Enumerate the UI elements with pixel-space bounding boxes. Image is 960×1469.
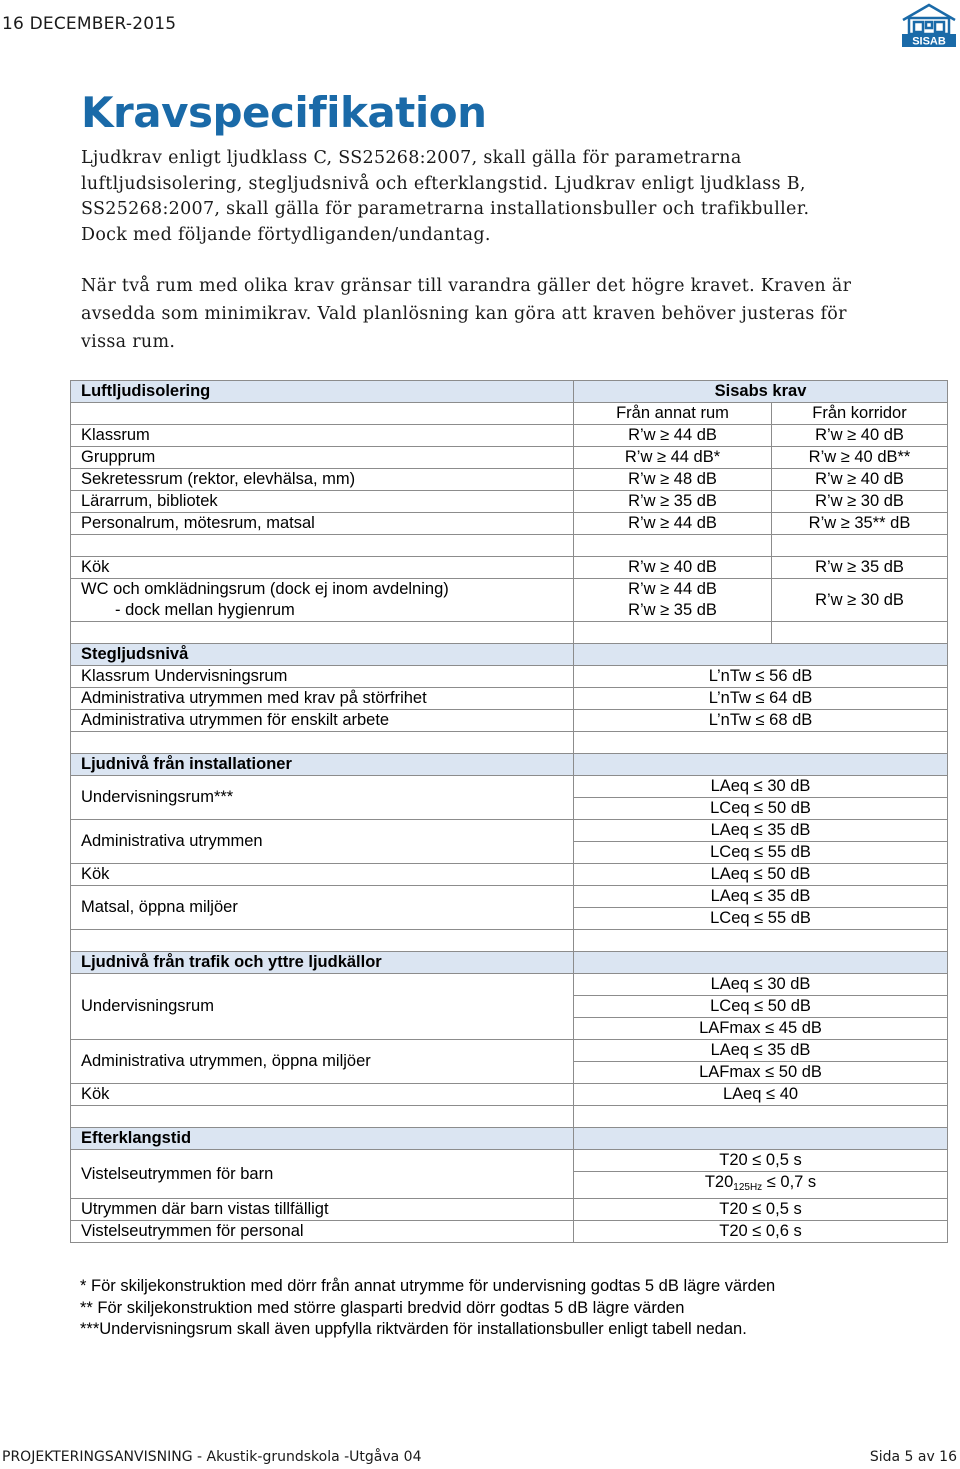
- spacer-row: [71, 1106, 948, 1128]
- value-cell: R’w ≥ 40 dB: [772, 425, 948, 447]
- section-heading-luftljud: Luftljudisolering: [71, 381, 574, 403]
- value-cell: R’w ≥ 30 dB: [772, 579, 948, 622]
- value-cell: R’w ≥ 30 dB: [772, 491, 948, 513]
- value-cell: T20 ≤ 0,5 s: [574, 1150, 948, 1172]
- table-row: [71, 1199, 948, 1221]
- row-label-sub: - dock mellan hygienrum: [71, 600, 574, 622]
- table-row: [71, 469, 948, 491]
- value-cell: $T20_{125Hz} \le 0,7$ s: [574, 1172, 948, 1199]
- row-label: Vistelseutrymmen för barn: [71, 1150, 574, 1199]
- row-label: Undervisningsrum***: [71, 776, 574, 820]
- value-cell: R’w ≥ 40 dB**: [772, 447, 948, 469]
- sisabs-krav-heading: Sisabs krav: [574, 381, 948, 403]
- footnote: * För skiljekonstruktion med dörr från annat utrymme för undervisning godtas 5 dB lägre värden: [80, 1277, 776, 1295]
- intro-line: Ljudkrav enligt ljudklass C, SS25268:2007, skall gälla för parametrarna: [81, 148, 742, 168]
- intro-line: vissa rum.: [81, 332, 176, 352]
- table-row: [71, 688, 948, 710]
- empty-cell: [71, 403, 574, 425]
- section-heading-stegljud: Stegljudsnivå: [71, 644, 574, 666]
- column-header-annat-rum: Från annat rum: [574, 403, 772, 425]
- intro-line: avsedda som minimikrav. Vald planlösning kan göra att kraven behöver justeras för: [81, 304, 847, 324]
- row-label: Klassrum Undervisningsrum: [71, 666, 574, 688]
- table-row: [71, 579, 948, 601]
- row-label: Undervisningsrum: [71, 974, 574, 1040]
- table-row: [71, 974, 948, 996]
- section-heading-trafik: Ljudnivå från trafik och yttre ljudkällor: [71, 952, 574, 974]
- value-cell: LCeq ≤ 50 dB: [574, 996, 948, 1018]
- table-row: [71, 864, 948, 886]
- table-row: [71, 754, 948, 776]
- table-row: [71, 491, 948, 513]
- footnotes: [80, 1276, 775, 1341]
- value-cell: LAeq ≤ 50 dB: [574, 864, 948, 886]
- value-cell: LAeq ≤ 30 dB: [574, 776, 948, 798]
- row-label: Kök: [71, 1084, 574, 1106]
- value-cell: LAeq ≤ 35 dB: [574, 1040, 948, 1062]
- table-row: [71, 1128, 948, 1150]
- value-cell: LCeq ≤ 50 dB: [574, 798, 948, 820]
- footnote: ** För skiljekonstruktion med större glasparti bredvid dörr godtas 5 dB lägre värden: [80, 1298, 685, 1317]
- row-label: Utrymmen där barn vistas tillfälligt: [71, 1199, 574, 1221]
- spacer-row: [71, 535, 948, 557]
- value-cell: LAFmax ≤ 45 dB: [574, 1018, 948, 1040]
- table-row: [71, 557, 948, 579]
- table-row: [71, 381, 948, 403]
- table-row: [71, 644, 948, 666]
- spacer-row: [71, 930, 948, 952]
- intro-line: luftljudsisolering, stegljudsnivå och efterklangstid. Ljudkrav enligt ljudklass B,: [81, 173, 806, 194]
- value-cell: T20 ≤ 0,5 s: [574, 1199, 948, 1221]
- page-title: Kravspecifikation: [81, 88, 487, 137]
- table-row: [71, 952, 948, 974]
- table-row: [71, 666, 948, 688]
- sisab-logo: [900, 2, 958, 48]
- row-label: Matsal, öppna miljöer: [71, 886, 574, 930]
- table-row: [71, 425, 948, 447]
- table-row: [71, 403, 948, 425]
- value-cell: T20 ≤ 0,6 s: [574, 1221, 948, 1243]
- intro-paragraph-2: [81, 272, 911, 356]
- table-row: [71, 1150, 948, 1172]
- table-row: [71, 1084, 948, 1106]
- row-label: Administrativa utrymmen för enskilt arbete: [71, 710, 574, 732]
- row-label: Vistelseutrymmen för personal: [71, 1221, 574, 1243]
- value-cell: R’w ≥ 44 dB: [574, 425, 772, 447]
- table-row: [71, 820, 948, 842]
- value-cell: L’nTw ≤ 68 dB: [574, 710, 948, 732]
- value-cell: R’w ≥ 48 dB: [574, 469, 772, 491]
- table-row: [71, 886, 948, 908]
- spacer-row: [71, 732, 948, 754]
- table-row: [71, 1040, 948, 1062]
- value-cell: R’w ≥ 44 dB*: [574, 447, 772, 469]
- row-label: Personalrum, mötesrum, matsal: [71, 513, 574, 535]
- section-heading-efterklangstid: Efterklangstid: [71, 1128, 574, 1150]
- table-row: [71, 1221, 948, 1243]
- row-label: Administrativa utrymmen: [71, 820, 574, 864]
- requirements-table: [70, 380, 948, 1243]
- footnote: ***Undervisningsrum skall även uppfylla riktvärden för installationsbuller enligt tabell nedan.: [80, 1320, 747, 1338]
- value-cell: LAeq ≤ 35 dB: [574, 886, 948, 908]
- intro-line: När två rum med olika krav gränsar till varandra gäller det högre kravet. Kraven är: [81, 276, 852, 296]
- footer-page-number: Sida 5 av 16: [869, 1449, 957, 1465]
- value-cell: R’w ≥ 44 dB: [574, 513, 772, 535]
- table-row: [71, 513, 948, 535]
- header-date: 16 DECEMBER-2015: [2, 14, 177, 34]
- table-row: [71, 776, 948, 798]
- row-label: Lärarrum, bibliotek: [71, 491, 574, 513]
- value-cell: R’w ≥ 40 dB: [574, 557, 772, 579]
- row-label: Klassrum: [71, 425, 574, 447]
- value-cell: R’w ≥ 40 dB: [772, 469, 948, 491]
- row-label: Kök: [71, 864, 574, 886]
- intro-line: SS25268:2007, skall gälla för parametrarna installationsbuller och trafikbuller.: [81, 199, 810, 219]
- value-cell: R’w ≥ 35 dB: [574, 491, 772, 513]
- value-cell: LAeq ≤ 30 dB: [574, 974, 948, 996]
- value-cell: LCeq ≤ 55 dB: [574, 842, 948, 864]
- value-cell: R’w ≥ 35 dB: [772, 557, 948, 579]
- footer-document-title: PROJEKTERINGSANVISNING - Akustik-grundskola -Utgåva 04: [2, 1449, 422, 1465]
- value-cell: LAeq ≤ 40: [574, 1084, 948, 1106]
- row-label: WC och omklädningsrum (dock ej inom avdelning): [71, 579, 574, 601]
- table-row: [71, 710, 948, 732]
- row-label: Kök: [71, 557, 574, 579]
- row-label: Administrativa utrymmen, öppna miljöer: [71, 1040, 574, 1084]
- row-label: Administrativa utrymmen med krav på störfrihet: [71, 688, 574, 710]
- value-cell: LAeq ≤ 35 dB: [574, 820, 948, 842]
- value-cell: R’w ≥ 35** dB: [772, 513, 948, 535]
- section-heading-installationer: Ljudnivå från installationer: [71, 754, 574, 776]
- row-label: Grupprum: [71, 447, 574, 469]
- value-cell: L’nTw ≤ 56 dB: [574, 666, 948, 688]
- value-cell: LCeq ≤ 55 dB: [574, 908, 948, 930]
- intro-paragraph-1: [81, 146, 911, 248]
- spacer-row: [71, 622, 948, 644]
- logo-text: SISAB: [912, 35, 946, 48]
- intro-line: Dock med följande förtydliganden/undantag.: [81, 224, 491, 245]
- value-cell: L’nTw ≤ 64 dB: [574, 688, 948, 710]
- value-cell: R’w ≥ 35 dB: [574, 600, 772, 622]
- table-row: [71, 447, 948, 469]
- row-label: Sekretessrum (rektor, elevhälsa, mm): [71, 469, 574, 491]
- column-header-korridor: Från korridor: [772, 403, 948, 425]
- value-cell: R’w ≥ 44 dB: [574, 579, 772, 601]
- value-cell: LAFmax ≤ 50 dB: [574, 1062, 948, 1084]
